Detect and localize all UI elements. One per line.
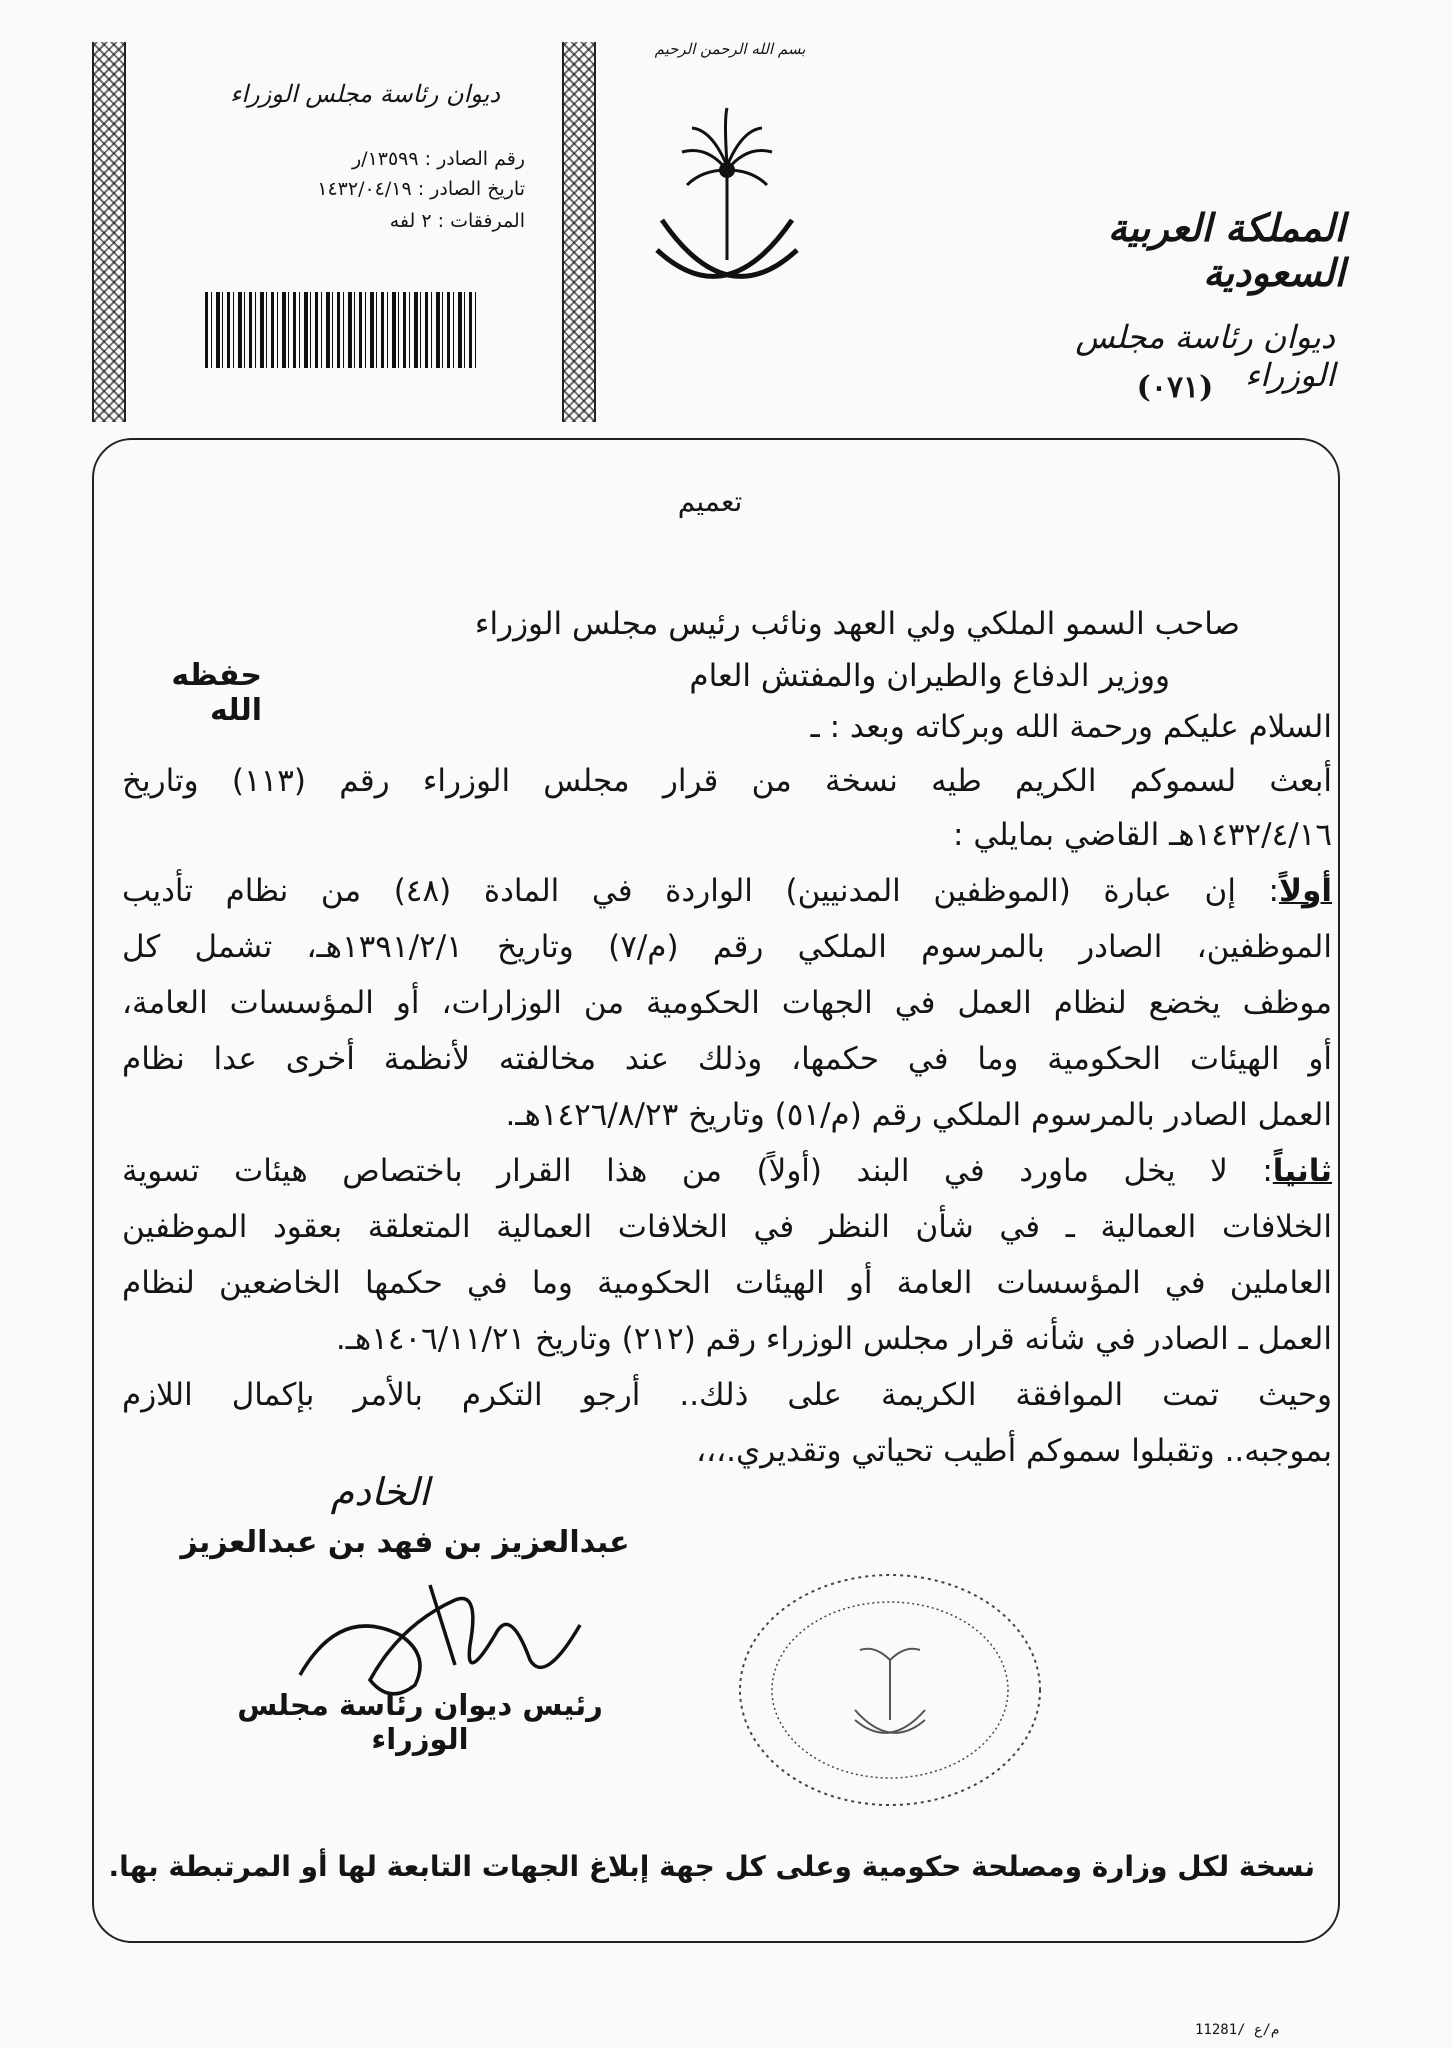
first-clause-line-4: أو الهيئات الحكومية وما في حكمها، وذلك عند مخالفته لأنظمة أخرى عدا نظام	[122, 1041, 1332, 1077]
office-code: (٠٧١)	[1136, 370, 1214, 405]
intro-line-2: ١٤٣٢/٤/١٦هـ القاضي بمايلي :	[953, 817, 1332, 853]
first-clause-text-1: : إن عبارة (الموظفين المدنيين) الواردة في المادة (٤٨) من نظام تأديب	[122, 873, 1279, 909]
second-clause-line-3: العاملين في المؤسسات العامة أو الهيئات الحكومية وما في حكمها الخاضعين لنظام	[122, 1265, 1332, 1301]
reference-number: رقم الصادر : ١٣٥٩٩/ر	[351, 148, 525, 170]
second-clause-line-4: العمل ـ الصادر في شأنه قرار مجلس الوزراء رقم (٢١٢) وتاريخ ١٤٠٦/١١/٢١هـ.	[335, 1321, 1332, 1357]
right-office-heading: ديوان رئاسة مجلس الوزراء	[1075, 318, 1335, 394]
footer-code: 11281/ م/ع	[1195, 2022, 1280, 2038]
signoff: الخادم	[330, 1470, 430, 1514]
basmala: بسم الله الرحمن الرحيم	[654, 40, 806, 58]
copy-distribution-note: نسخة لكل وزارة ومصلحة حكومية وعلى كل جهة إبلاغ الجهات التابعة لها أو المرتبطة بها.	[108, 1850, 1315, 1883]
letter-title: تعميم	[677, 485, 743, 518]
kingdom-name: المملكة العربية السعودية	[1107, 205, 1345, 295]
first-clause-line-3: موظف يخضع لنظام العمل في الجهات الحكومية من الوزارات، أو المؤسسات العامة،	[122, 985, 1332, 1021]
first-clause-label: أولاً	[1279, 873, 1332, 909]
reference-block	[215, 148, 525, 238]
signer-title: رئيس ديوان رئاسة مجلس الوزراء	[237, 1688, 603, 1756]
left-pattern-strip	[92, 42, 126, 422]
honorific: حفظه الله	[171, 658, 262, 728]
attachments: المرفقات : ٢ لفه	[389, 210, 525, 232]
closing-line-1: وحيث تمت الموافقة الكريمة على ذلك.. أرجو التكرم بالأمر بإكمال اللازم	[122, 1377, 1332, 1413]
saudi-emblem-icon	[652, 100, 802, 300]
address-line-2: ووزير الدفاع والطيران والمفتش العام	[689, 658, 1170, 694]
middle-pattern-strip	[562, 42, 596, 422]
first-clause-line-1	[122, 873, 1332, 909]
issue-date: تاريخ الصادر : ١٤٣٢/٠٤/١٩	[317, 178, 525, 200]
signer-name: عبدالعزيز بن فهد بن عبدالعزيز	[180, 1525, 630, 1560]
second-clause-label: ثانياً	[1272, 1153, 1332, 1189]
second-clause-line-1	[122, 1153, 1332, 1189]
greeting: السلام عليكم ورحمة الله وبركاته وبعد : ـ	[810, 709, 1332, 745]
barcode	[205, 292, 480, 368]
intro-line-1: أبعث لسموكم الكريم طيه نسخة من قرار مجلس الوزراء رقم (١١٣) وتاريخ	[122, 763, 1332, 799]
second-clause-line-2: الخلافات العمالية ـ في شأن النظر في الخلافات العمالية المتعلقة بعقود الموظفين	[122, 1209, 1332, 1245]
official-seal-icon	[725, 1560, 1055, 1820]
first-clause-line-2: الموظفين، الصادر بالمرسوم الملكي رقم (م/٧) وتاريخ ١٣٩١/٢/١هـ، تشمل كل	[122, 929, 1332, 965]
address-line-1: صاحب السمو الملكي ولي العهد ونائب رئيس مجلس الوزراء	[474, 606, 1240, 642]
second-clause-text-1: : لا يخل ماورد في البند (أولاً) من هذا القرار باختصاص هيئات تسوية	[122, 1153, 1273, 1189]
first-clause-line-5: العمل الصادر بالمرسوم الملكي رقم (م/٥١) وتاريخ ١٤٢٦/٨/٢٣هـ.	[505, 1097, 1332, 1133]
left-office-heading: ديوان رئاسة مجلس الوزراء	[230, 80, 500, 108]
closing-line-2: بموجبه.. وتقبلوا سموكم أطيب تحياتي وتقديري.،،،	[696, 1433, 1332, 1469]
